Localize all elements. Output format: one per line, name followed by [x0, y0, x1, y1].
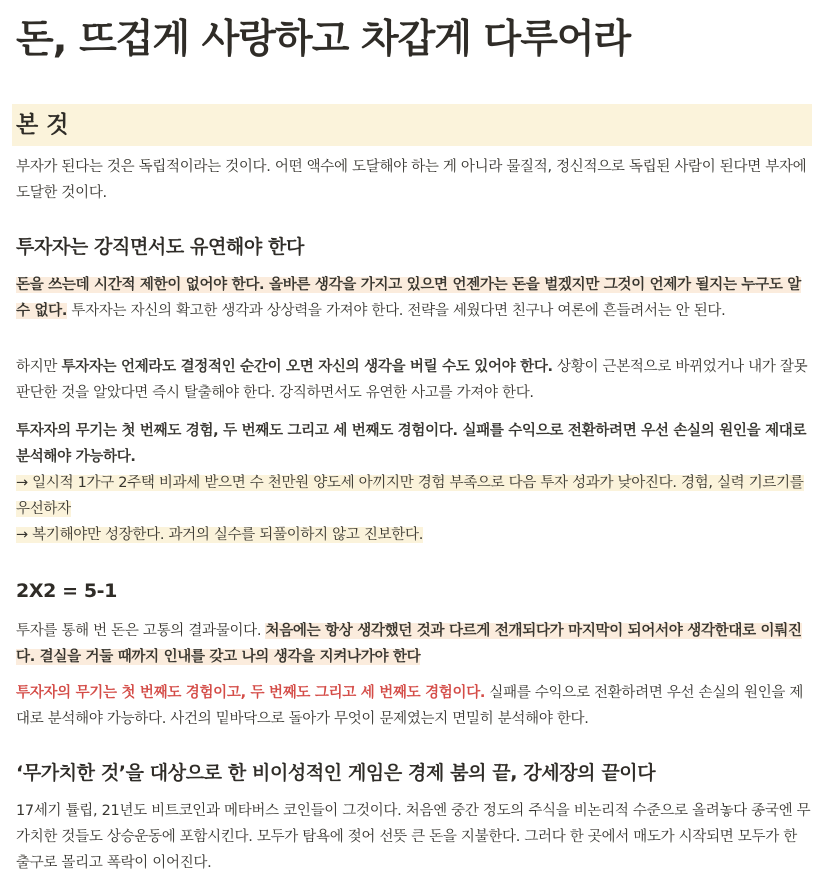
red-experience: 투자자의 무기는 첫 번째도 경험이고, 두 번째도 그리고 세 번째도 경험이다. [16, 685, 486, 701]
page-title: 돈, 뜨겁게 사랑하고 차갑게 다루어라 [16, 17, 631, 62]
text-escape: 상황이 근본적으로 바뀌었거나 내가 잘못 판단한 것을 알았다면 즉시 탈출해야 한다. 강직하면서도 유연한 사고를 가져야 한다. [16, 359, 808, 401]
highlight-patience: 처음에는 항상 생각했던 것과 다르게 전개되다가 마지막이 되어서야 생각한대로 이뤄진다. 결실을 거둘 때까지 인내를 갖고 나의 생각을 지켜나가야 한다 [16, 623, 802, 665]
paragraph-notes [16, 470, 812, 548]
section-heading-block [12, 104, 812, 146]
note-tax-exemption: → 일시적 1가구 2주택 비과세 받으면 수 천만원 양도세 아끼지만 경험 부족으로 다음 투자 성과가 낮아진다. 경험, 실력 기르기를 우선하자 [16, 475, 804, 517]
section-heading: 본 것 [16, 112, 69, 138]
paragraph-tulip: 17세기 튤립, 21년도 비트코인과 메타버스 코인들이 그것이다. 처음엔 중간 정도의 주식을 비논리적 수준으로 올려놓다 종국엔 무가치한 것들도 상승운동에 포함시킨다. 모두가 탐욕에 젖어 선뜻 큰 돈을 지불한다. 그러다 한 곳에서 매도가 시작되면 모두가 한 출구로 몰리고 폭락이 이어진다. [16, 803, 811, 871]
note-review: → 복기해야만 성장한다. 과거의 실수를 되풀이하지 않고 진보한다. [16, 527, 424, 543]
paragraph-flexibility [16, 354, 812, 406]
paragraph-weapon [16, 680, 812, 732]
text-conviction: 투자자는 자신의 확고한 생각과 상상력을 가져야 한다. 전략을 세웠다면 친구나 여론에 흔들려서는 안 된다. [67, 303, 726, 319]
subheading-irrational-game: ‘무가치한 것’을 대상으로 한 비이성적인 게임은 경제 붐의 끝, 강세장의 끝이다 [16, 762, 656, 784]
subheading-equation: 2X2 = 5-1 [16, 580, 117, 602]
paragraph-pain [16, 618, 812, 670]
highlight-time-limit: 돈을 쓰는데 시간적 제한이 없어야 한다. 올바른 생각을 가지고 있으면 언젠가는 돈을 벌겠지만 그것이 언제가 될지는 누구도 알 수 없다. [16, 277, 801, 319]
bold-experience: 투자자의 무기는 첫 번째도 경험, 두 번째도 그리고 세 번째도 경험이다. 실패를 수익으로 전환하려면 우선 손실의 원인을 제대로 분석해야 가능하다. [16, 423, 807, 465]
text-however: 하지만 [16, 359, 62, 375]
text-pain: 투자를 통해 번 돈은 고통의 결과물이다. [16, 623, 266, 639]
intro-paragraph: 부자가 된다는 것은 독립적이라는 것이다. 어떤 액수에 도달해야 하는 게 아니라 물질적, 정신적으로 독립된 사람이 된다면 부자에 도달한 것이다. [16, 159, 807, 201]
paragraph-time-limit [16, 272, 812, 324]
paragraph-experience [16, 418, 812, 470]
bold-abandon-thought: 투자자는 언제라도 결정적인 순간이 오면 자신의 생각을 버릴 수도 있어야 한다. [61, 359, 553, 375]
subheading-flexible-investor: 투자자는 강직면서도 유연해야 한다 [16, 236, 304, 258]
text-analysis: 실패를 수익으로 전환하려면 우선 손실의 원인을 제대로 분석해야 가능하다. 사건의 밑바닥으로 돌아가 무엇이 문제였는지 면밀히 분석해야 한다. [16, 685, 804, 727]
